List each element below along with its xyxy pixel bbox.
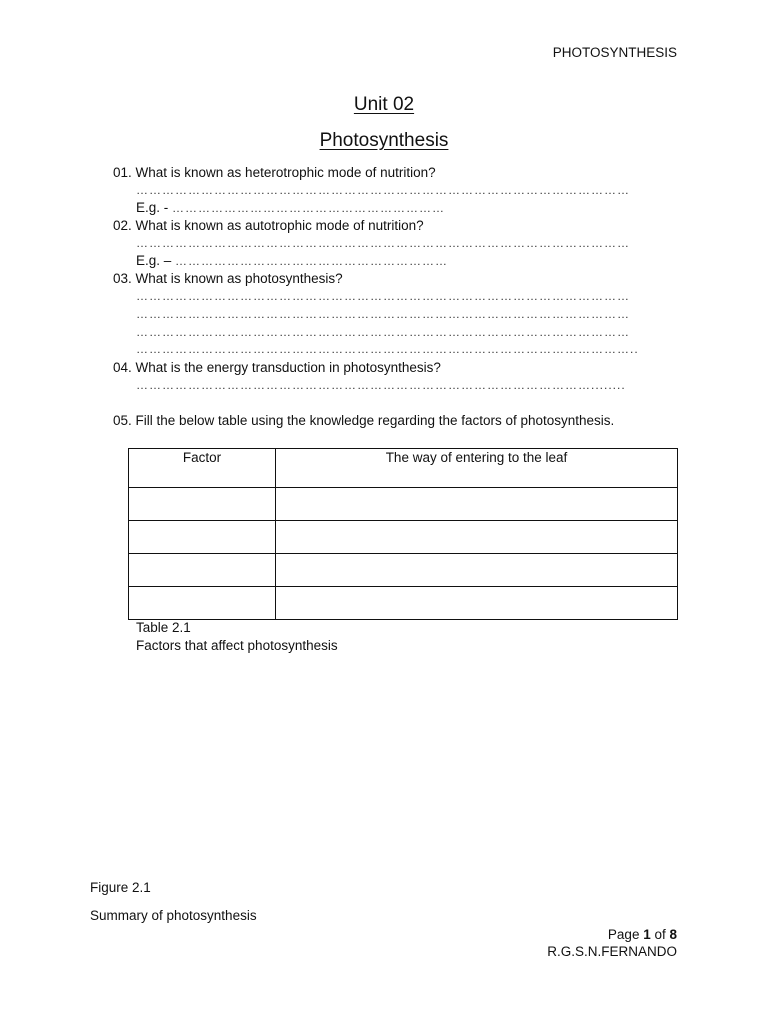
table-caption-text: Factors that affect photosynthesis xyxy=(136,638,338,653)
table-cell[interactable] xyxy=(276,521,678,554)
question-4: 04. What is the energy transduction in photosynthesis? xyxy=(113,360,441,375)
question-5: 05. Fill the below table using the knowledge regarding the factors of photosynthesis. xyxy=(113,413,615,428)
question-1: 01. What is known as heterotrophic mode of nutrition? xyxy=(113,165,436,180)
table-cell[interactable] xyxy=(129,488,276,521)
table-header-row xyxy=(129,449,678,488)
running-header: PHOTOSYNTHESIS xyxy=(552,45,677,60)
table-cell[interactable] xyxy=(276,488,678,521)
table-cell[interactable] xyxy=(129,587,276,620)
unit-heading: Unit 02 xyxy=(353,94,415,115)
table-row xyxy=(129,554,678,587)
question-2: 02. What is known as autotrophic mode of nutrition? xyxy=(113,218,424,233)
figure-caption: Summary of photosynthesis xyxy=(90,908,257,923)
page-title: Photosynthesis xyxy=(319,130,449,151)
answer-line: …………………………………………………………………………………………………… xyxy=(136,325,630,339)
answer-line: …………………………………………………………………………………………………… xyxy=(136,236,630,250)
page-number: Page 1 of 8 xyxy=(607,927,677,942)
example-line: E.g. - ……………………………………………………… xyxy=(136,200,446,215)
table-cell[interactable] xyxy=(276,554,678,587)
factors-table xyxy=(128,448,678,620)
answer-line: …………………………………………………………………………………………………… xyxy=(136,307,630,321)
question-3: 03. What is known as photosynthesis? xyxy=(113,271,343,286)
table-cell[interactable] xyxy=(129,521,276,554)
figure-number: Figure 2.1 xyxy=(90,880,151,895)
answer-line: …………………………………………………………………………………………………… xyxy=(136,183,630,197)
answer-line: ……………………………………………………………………………………………........ xyxy=(136,378,626,392)
table-row xyxy=(129,521,678,554)
table-cell[interactable] xyxy=(129,554,276,587)
table-header-factor: Factor xyxy=(129,449,276,488)
table-caption-number: Table 2.1 xyxy=(136,620,191,635)
example-line: E.g. – ……………………………………………………… xyxy=(136,253,449,268)
answer-line: …………………………………………………………………………………………………….. xyxy=(136,342,639,356)
table-cell[interactable] xyxy=(276,587,678,620)
table-row xyxy=(129,587,678,620)
table-header-entry-way: The way of entering to the leaf xyxy=(276,449,678,488)
table-row xyxy=(129,488,678,521)
author-name: R.G.S.N.FERNANDO xyxy=(547,944,677,959)
answer-line: …………………………………………………………………………………………………… xyxy=(136,289,630,303)
